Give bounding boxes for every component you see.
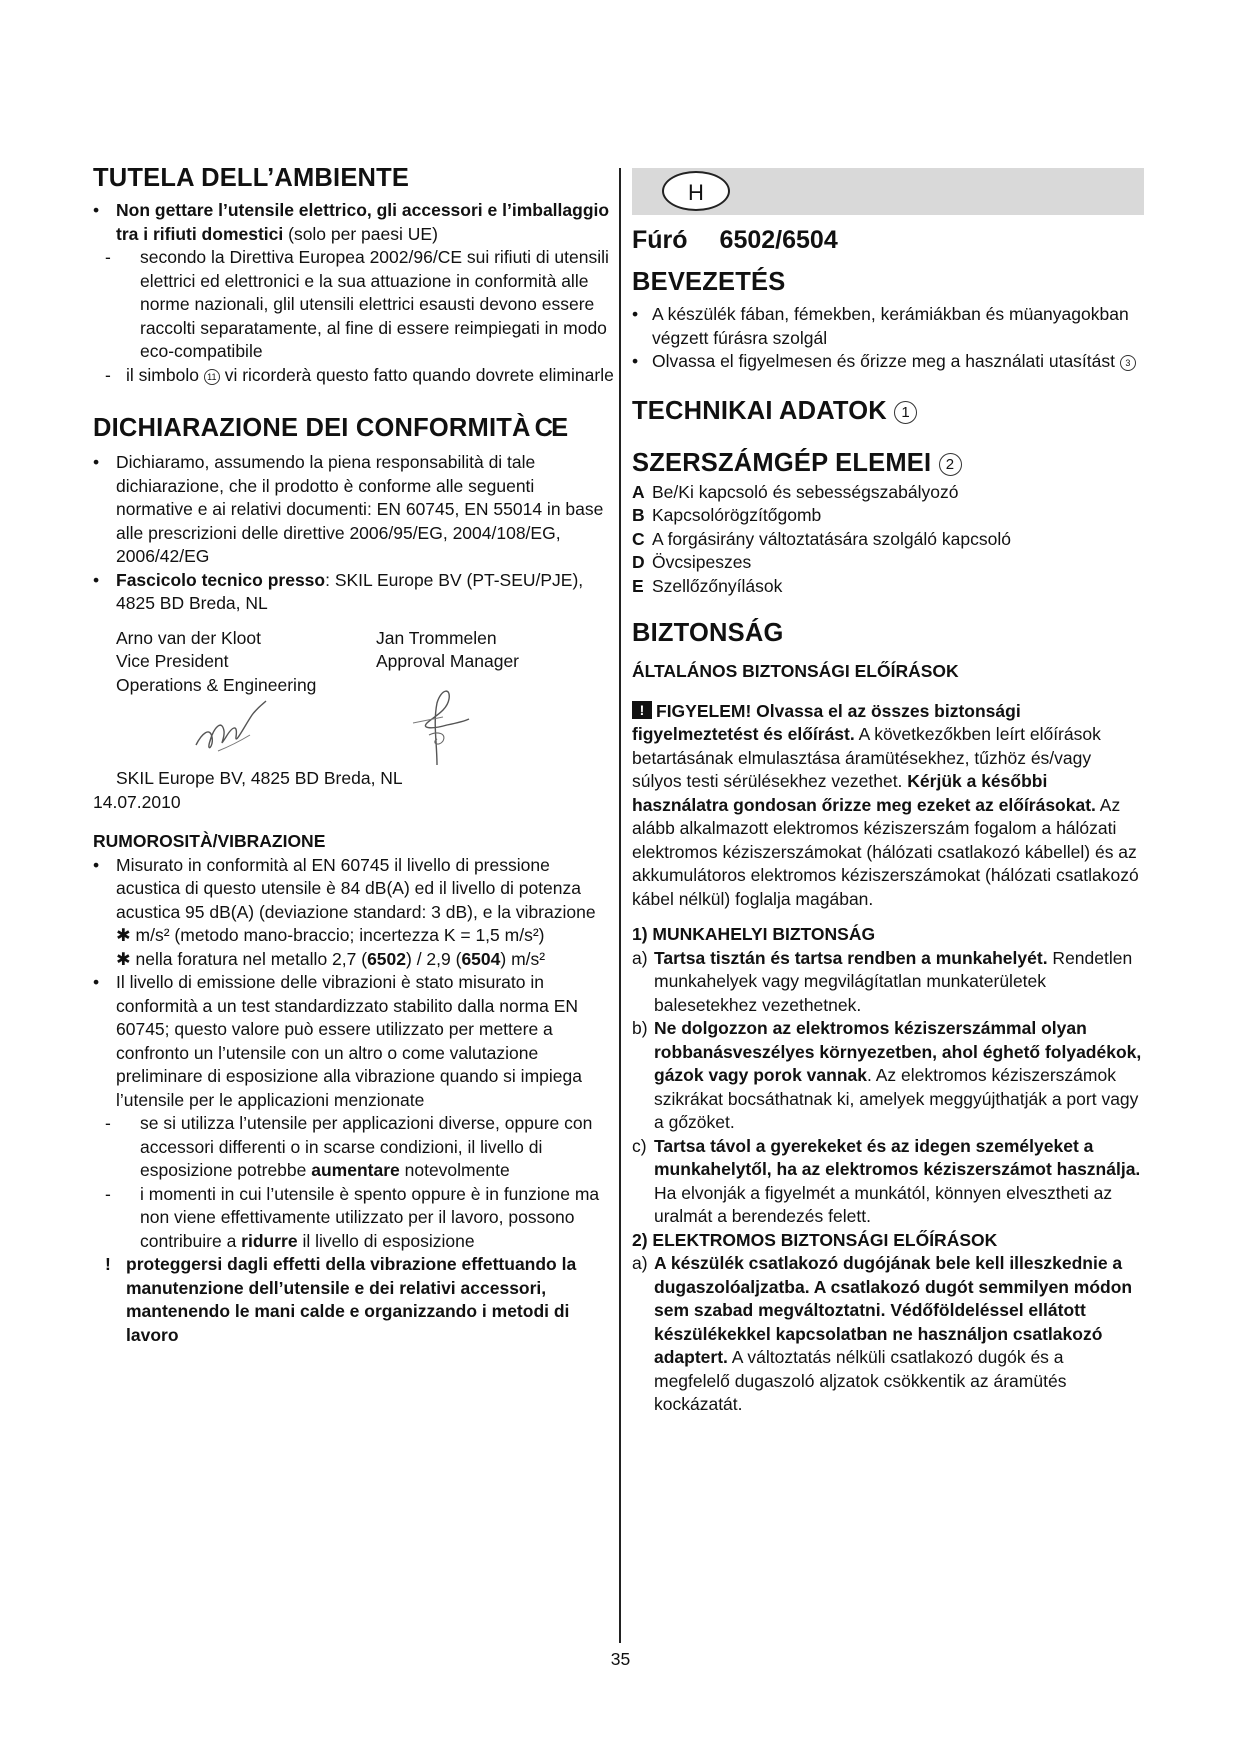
ref-number-icon: 1	[894, 401, 917, 424]
work-area-safety-title: 1) MUNKAHELYI BIZTONSÁG	[632, 924, 876, 944]
asterisk-icon: ✱	[116, 948, 131, 969]
electrical-safety-title: 2) ELEKTROMOS BIZTONSÁGI ELŐÍRÁSOK	[632, 1229, 998, 1250]
asterisk-icon: ✱	[116, 925, 131, 945]
environment-bullet-bold: Non gettare l’utensile elettrico, gli accessori e l’imballaggio tra i rifiuti domestici	[116, 200, 610, 244]
signatures	[93, 697, 615, 767]
signatory-1	[116, 627, 376, 698]
work-safety-item-a: a) Tartsa tisztán és tartsa rendben a munkahelyét. Rendetlen munkahelyek vagy megvilágítatlan munkaterületek balesetekhez vezethetnek.	[632, 947, 1133, 1015]
general-safety-subtitle: ÁLTALÁNOS BIZTONSÁGI ELŐÍRÁSOK	[632, 661, 959, 681]
noise-bullet-2: • Il livello di emissione delle vibrazioni è stato misurato in conformità a un test standardizzato stabilito dalla norma EN 60745; questo valore può essere utilizzato per mettere a confronto un l’utensile con un altro o come valutazione preliminare di esposizione alla vibrazione quando si impiega l’utensile per le applicazioni menzionate	[93, 971, 615, 1112]
signatory-1-department: Operations & Engineering	[116, 674, 317, 695]
company-address: SKIL Europe BV, 4825 BD Breda, NL	[116, 768, 403, 788]
page-number: 35	[610, 1649, 631, 1669]
ref-number-icon: 11	[204, 369, 220, 385]
ref-number-icon: 2	[939, 453, 962, 476]
intro-title: BEVEZETÉS	[632, 268, 786, 296]
parts-title: SZERSZÁMGÉP ELEMEI 2	[632, 448, 1144, 478]
list-item: A Be/Ki kapcsoló és sebességszabályozó	[632, 481, 959, 502]
left-column	[93, 163, 615, 1347]
language-code-badge: H	[662, 171, 730, 211]
intro-bullet-1: • A készülék fában, fémekben, kerámiákban és müanyagokban végzett fúrásra szolgál	[632, 303, 1144, 350]
model-line	[632, 225, 1144, 255]
noise-warning: ! proteggersi dagli effetti della vibrazione effettuando la manutenzione dell’utensile e dei relativi accessori, mantenendo le mani calde e organizzando i metodi di lavoro	[105, 1254, 577, 1345]
general-warning-paragraph: !FIGYELEM! Olvassa el az összes biztonsági figyelmeztetést és előírást. A következőkben leírt előírások betartásának elmulasztása áramütésekhez, tűzhöz és/vagy súlyos testi sérülésekhez vezethet. Kérjük a későbbi használatra gondosan őrizze meg ezeket az előírásokat. Az alább alkalmazott elektromos kéziszerszám fogalom a hálózati elektromos kéziszerszámokat (hálózati csatlakozó kábellel) és az akkumulátoros elektromos kéziszerszámokat (hálózati csatlakozó kábel nélkül) foglalja magában.	[632, 700, 1144, 912]
warning-triangle-icon	[632, 701, 652, 719]
list-item: C A forgásirány változtatására szolgáló kapcsoló	[632, 528, 1011, 549]
signature-date: 14.07.2010	[93, 791, 181, 812]
electrical-safety-item-a: a) A készülék csatlakozó dugójának bele kell illeszkednie a dugaszolóaljzatba. A csatlakozó dugót semmilyen módon sem szabad megváltoztatni. Védőföldeléssel ellátott készülékekkel kapcsolatban ne használjon csatlakozó adaptert. A változtatás nélküli csatlakozó dugók és a megfelelő dugaszoló aljzatok csökkentik az áramütés kockázatát.	[632, 1253, 1133, 1414]
handwritten-signature-2-icon	[403, 683, 473, 767]
conformity-bullet-1: • Dichiaramo, assumendo la piena responsabilità di tale dichiarazione, che il prodotto è conforme alle seguenti normative e ai relativi documenti: EN 60745, EN 55014 in base alle prescrizioni delle direttive 2006/95/EG, 2004/108/EG, 2006/42/EG	[93, 451, 615, 569]
signatory-2-name: Jan Trommelen	[376, 627, 497, 648]
parts-list	[632, 481, 1144, 599]
work-safety-item-b: b) Ne dolgozzon az elektromos kéziszerszámmal olyan robbanásveszélyes környezetben, ahol éghető folyadékok, gázok vagy porok vannak. Az elektromos kéziszerszámok szikrákat bocsáthatnak ki, amelyek meggyújthatják a port vagy a gőzöket.	[632, 1018, 1142, 1132]
signatories	[93, 627, 615, 698]
work-safety-item-c: c) Tartsa távol a gyerekeket és az idegen személyeket a munkahelytől, ha az elektromos kéziszerszámot használja. Ha elvonják a figyelmét a munkától, könnyen elvesztheti az uralmát a berendezés felett.	[632, 1135, 1141, 1226]
noise-dash-2: - i momenti in cui l’utensile è spento oppure è in funzione ma non viene effettivamente utilizzato per il lavoro, possono contribuire a ridurre il livello di esposizione	[105, 1183, 600, 1251]
signatory-1-name: Arno van der Kloot	[116, 627, 261, 648]
noise-dash-1: - se si utilizza l’utensile per applicazioni diverse, oppure con accessori differenti o in scarse condizioni, il livello di esposizione potrebbe aumentare notevolmente	[105, 1113, 593, 1180]
environment-title: TUTELA DELL’AMBIENTE	[93, 164, 410, 192]
environment-dash-1: - secondo la Direttiva Europea 2002/96/CE sui rifiuti di utensili elettrici ed elettronici e la sua attuazione in conformità alle norme nazionali, glil utensili elettrici esausti devono essere raccolti separatamente, al fine di essere reimpiegati in modo eco-compatibile	[105, 247, 609, 361]
model-label: Fúró	[632, 226, 688, 254]
language-header-bar	[632, 168, 1144, 215]
list-item: B Kapcsolórögzítőgomb	[632, 505, 822, 525]
ref-number-icon: 3	[1120, 355, 1136, 371]
tech-data-title: TECHNIKAI ADATOK 1	[632, 396, 1144, 426]
conformity-title: DICHIARAZIONE DEI CONFORMITÀ CE	[93, 414, 567, 442]
environment-dash-2: - il simbolo 11 vi ricorderà questo fatto quando dovrete eliminarle	[105, 364, 614, 385]
list-item: E Szellőzőnyílások	[632, 575, 783, 596]
safety-title: BIZTONSÁG	[632, 619, 784, 647]
model-number: 6502/6504	[719, 226, 838, 254]
column-divider	[619, 168, 621, 1643]
noise-bullet-1: • Misurato in conformità al EN 60745 il livello di pressione acustica di questo utensile è 84 dB(A) ed il livello di potenza acustica 95 dB(A) (deviazione standard: 3 dB), e la vibrazione ✱ m/s² (metodo mano-braccio; incertezza K = 1,5 m/s²) ✱ nella foratura nel metallo 2,7 (6502) / 2,9 (6504) m/s²	[93, 854, 615, 972]
conformity-bullet-2: • Fascicolo tecnico presso: SKIL Europe BV (PT-SEU/PJE), 4825 BD Breda, NL	[93, 569, 615, 616]
right-column	[632, 168, 1144, 1417]
environment-bullet-rest: (solo per paesi UE)	[283, 223, 438, 244]
list-item: D Övcsipeszes	[632, 552, 752, 572]
environment-bullet	[93, 199, 615, 246]
ce-mark-icon: CE	[534, 414, 567, 442]
noise-vibration-title: RUMOROSITÀ/VIBRAZIONE	[93, 831, 326, 851]
intro-bullet-2: • Olvassa el figyelmesen és őrizze meg a használati utasítást 3	[632, 350, 1144, 374]
handwritten-signature-1-icon	[188, 697, 268, 761]
signatory-2-title: Approval Manager	[376, 651, 519, 671]
signatory-1-title: Vice President	[116, 651, 229, 671]
